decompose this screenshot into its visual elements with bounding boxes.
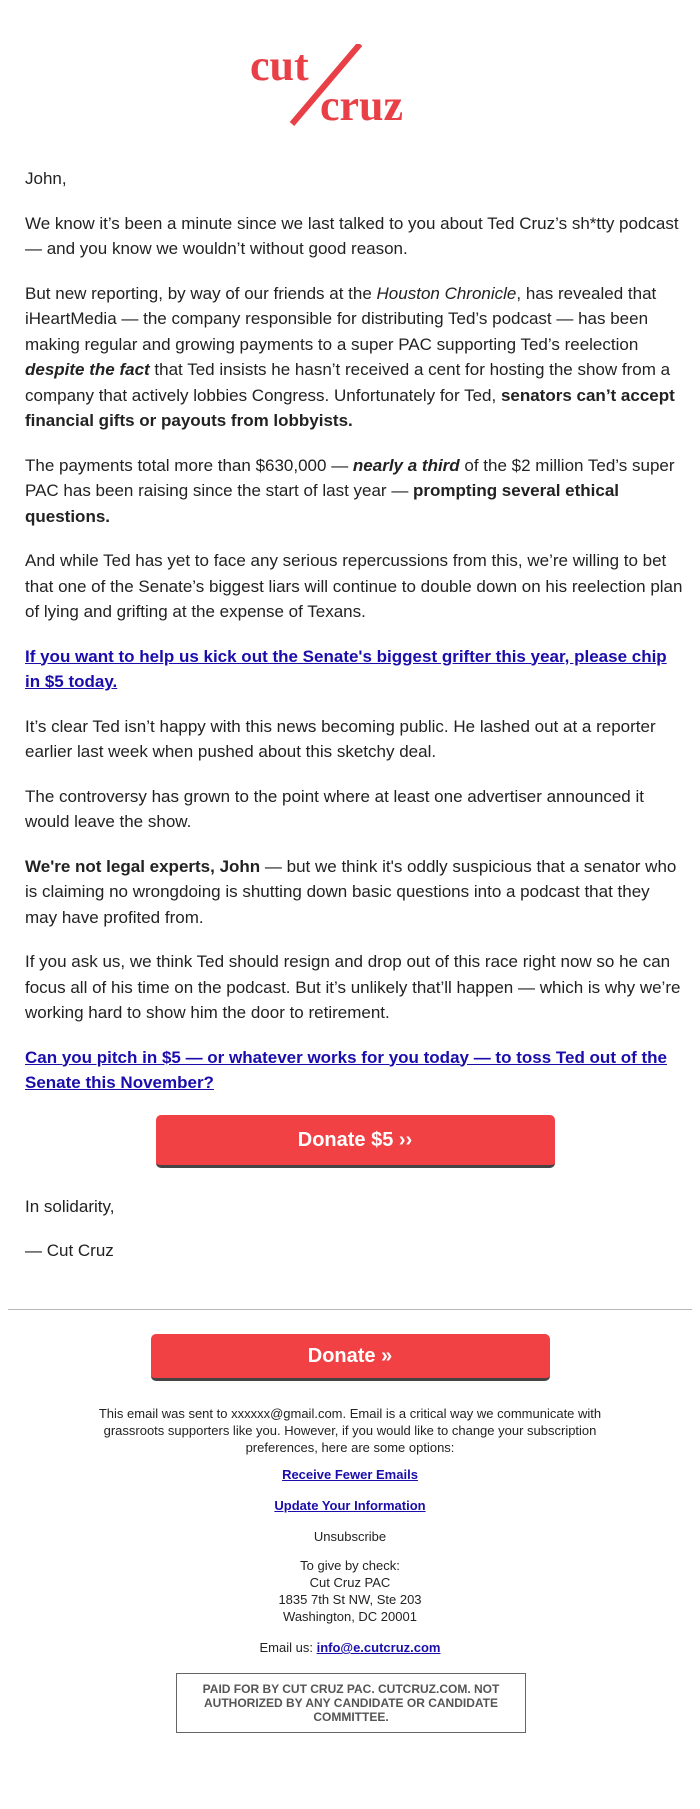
update-information-link[interactable]: Update Your Information (274, 1498, 426, 1513)
paragraph-controversy: The controversy has grown to the point where at least one advertiser announced it would leave the show. (25, 786, 644, 831)
org-name: Cut Cruz PAC (309, 1575, 391, 1590)
paragraph-cta-1 (25, 644, 685, 695)
chip-in-link[interactable]: If you want to help us kick out the Senate's biggest grifter this year, please chip in $5 today. (25, 646, 667, 691)
paragraph-reporting (25, 281, 685, 434)
receive-fewer-emails-link[interactable]: Receive Fewer Emails (282, 1467, 418, 1482)
check-label: To give by check: (300, 1558, 400, 1573)
footer-divider (8, 1309, 692, 1310)
paragraph-resign: If you ask us, we think Ted should resign and drop out of this race right now so he can focus all of his time on the podcast. But it’s unlikely that’ll happen — which is why we’re working hard to show him the door to retirement. (25, 952, 681, 1022)
email-link[interactable]: info@e.cutcruz.com (316, 1640, 441, 1655)
cut-cruz-logo (248, 44, 458, 126)
paragraph-payments (25, 453, 685, 530)
street-address: 1835 7th St NW, Ste 203 (278, 1592, 422, 1607)
text-segment: , has revealed that iHeartMedia — the company responsible for distributing Ted’s podcast — has been making regular and growing payments to a super PAC supporting Ted’s reelection (25, 283, 657, 354)
text-segment: — but we think it's oddly suspicious that a senator who is claiming no wrongdoing is shutting down basic questions into a podcast that they may have profited from. (25, 856, 677, 927)
mailing-address (0, 1557, 700, 1625)
publication-name: Houston Chronicle (376, 283, 517, 303)
logo-cruz-text: cruz (320, 81, 404, 126)
city-address: Washington, DC 20001 (283, 1609, 417, 1624)
emphasis-text: despite the fact (25, 360, 150, 379)
text-segment: The payments total more than $630,000 — (25, 455, 353, 475)
letter-body (25, 166, 685, 1283)
email-label: Email us: (259, 1640, 317, 1655)
emphasis-text: nearly a third (352, 455, 460, 475)
text-segment: But new reporting, by way of our friends at the (25, 283, 377, 303)
paragraph-legal (25, 854, 685, 931)
unsubscribe-link[interactable]: Unsubscribe (313, 1529, 387, 1544)
paid-for-disclaimer: PAID FOR BY CUT CRUZ PAC. CUTCRUZ.COM. NOT AUTHORIZED BY ANY CANDIDATE OR CANDIDATE COMMITTEE. (176, 1673, 526, 1733)
paragraph-cta-2 (25, 1045, 685, 1096)
signature: — Cut Cruz (25, 1241, 114, 1260)
pitch-in-link[interactable]: Can you pitch in $5 — or whatever works for you today — to toss Ted out of the Senate this November? (25, 1047, 667, 1092)
bold-text: prompting several ethical questions. (25, 481, 619, 526)
footer (0, 1334, 700, 1656)
paragraph-repercussions: And while Ted has yet to face any serious repercussions from this, we’re willing to bet that one of the Senate’s biggest liars will continue to double down on his reelection plan of lying and grifting at the expense of Texans. (25, 551, 683, 621)
donate-5-button[interactable]: Donate $5 ›› (156, 1115, 555, 1168)
paragraph-reaction: It’s clear Ted isn’t happy with this news becoming public. He lashed out at a reporter earlier last week when pushed about this sketchy deal. (25, 716, 656, 761)
closing: In solidarity, (25, 1196, 115, 1216)
footer-intro: This email was sent to xxxxxx@gmail.com. Email is a critical way we communicate with grassroots supporters like you. However, if you would like to change your subscription preferences, here are some options: (98, 1406, 602, 1455)
bold-text: We're not legal experts, John (25, 856, 261, 876)
footer-donate-button[interactable]: Donate » (151, 1334, 550, 1381)
footer-donate-wrap (0, 1334, 700, 1381)
text-segment: that Ted insists he hasn’t received a cent for hosting the show from a company that actively lobbies Congress. Unfortunately for Ted, (25, 360, 671, 405)
salutation: John, (25, 169, 67, 188)
paragraph-intro: We know it’s been a minute since we last talked to you about Ted Cruz’s sh*tty podcast — and you know we wouldn’t without good reason. (25, 213, 679, 258)
donate-button-wrap (25, 1115, 685, 1168)
contact-email (0, 1639, 700, 1656)
bold-text: senators can’t accept financial gifts or payouts from lobbyists. (25, 385, 675, 430)
logo-cut-text: cut (250, 44, 309, 90)
text-segment: of the $2 million Ted’s super PAC has been raising since the start of last year — (25, 455, 675, 500)
